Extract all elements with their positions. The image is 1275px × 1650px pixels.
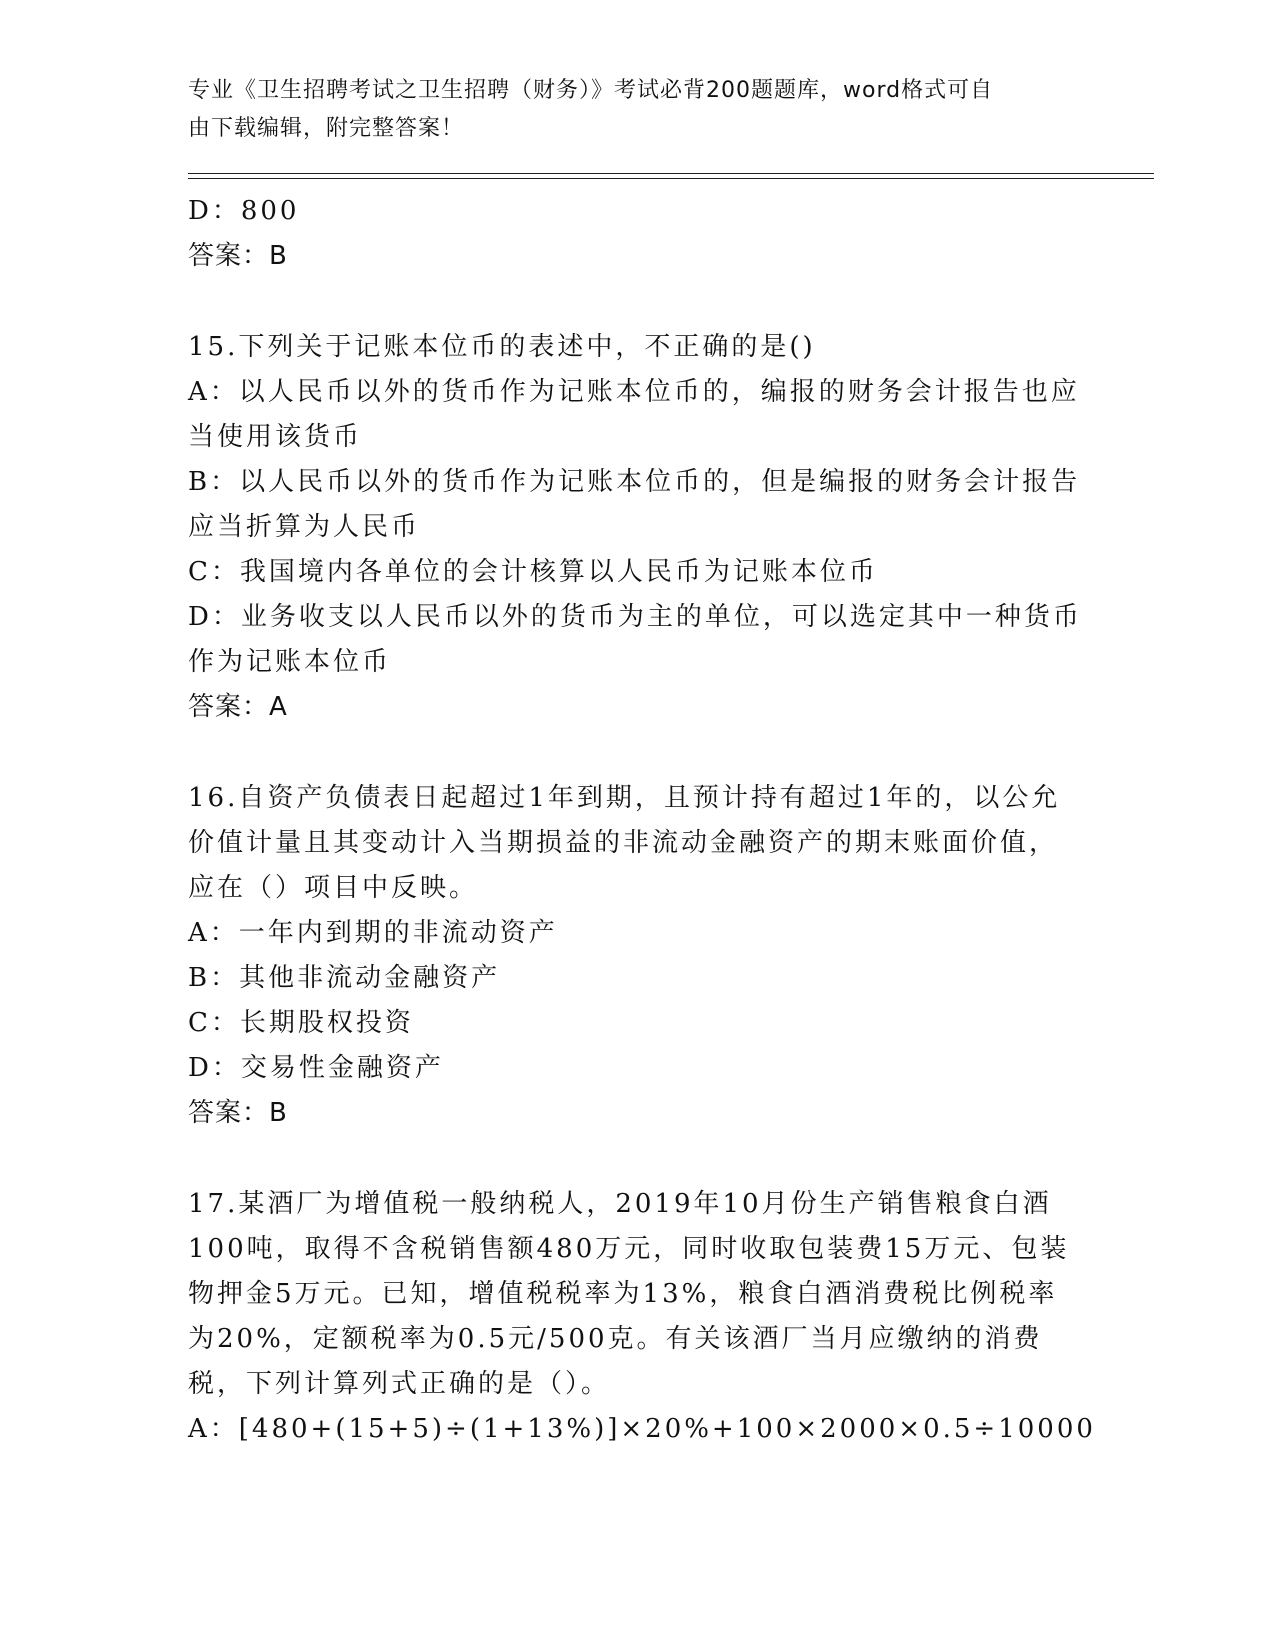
question-stem-cont: 物押金5万元。已知，增值税税率为13%，粮食白酒消费税比例税率 [188, 1279, 1058, 1309]
option-d: D：交易性金融资产 [188, 1053, 444, 1083]
answer-line: 答案：B [188, 241, 288, 271]
question-gap [188, 279, 1088, 325]
question-stem-cont: 应在（）项目中反映。 [188, 873, 479, 903]
header-line-1: 专业《卫生招聘考试之卫生招聘（财务）》考试必背200题题库，word格式可自 [188, 78, 994, 103]
question-stem-cont: 价值计量且其变动计入当期损益的非流动金融资产的期末账面价值， [188, 828, 1059, 858]
header-line-2: 由下载编辑，附完整答案！ [188, 116, 465, 141]
question-stem-cont: 为20%，定额税率为0.5元/500克。有关该酒厂当月应缴纳的消费 [188, 1324, 1043, 1354]
option-d: D：800 [188, 196, 300, 226]
question-stem-cont: 100吨，取得不含税销售额480万元，同时收取包装费15万元、包装 [188, 1234, 1070, 1264]
question-17 [188, 1182, 1096, 1452]
document-body [188, 189, 1096, 1452]
option-a: A：一年内到期的非流动资产 [188, 918, 558, 948]
previous-question-tail [188, 189, 1088, 279]
option-c: C：长期股权投资 [188, 1008, 414, 1038]
option-b: B：以人民币以外的货币作为记账本位币的，但是编报的财务会计报告 [188, 467, 1081, 497]
option-d: D：业务收支以人民币以外的货币为主的单位，可以选定其中一种货币 [188, 602, 1082, 632]
option-a: A：以人民币以外的货币作为记账本位币的，编报的财务会计报告也应 [188, 377, 1080, 407]
document-header [188, 72, 1068, 148]
question-stem: 15.下列关于记账本位币的表述中，不正确的是() [188, 332, 816, 362]
question-16 [188, 776, 1088, 1136]
option-d-cont: 作为记账本位币 [188, 647, 392, 677]
answer-line: 答案：B [188, 1098, 288, 1128]
option-a-cont: 当使用该货币 [188, 422, 363, 452]
question-stem-cont: 税，下列计算列式正确的是（）。 [188, 1369, 611, 1399]
question-gap [188, 730, 1088, 776]
question-15 [188, 325, 1088, 730]
answer-line: 答案：A [188, 692, 288, 722]
header-divider-top [188, 173, 1154, 174]
option-c: C：我国境内各单位的会计核算以人民币为记账本位币 [188, 557, 878, 587]
question-gap [188, 1136, 1088, 1182]
option-b: B：其他非流动金融资产 [188, 963, 501, 993]
option-a: A：[480+(15+5)÷(1+13%)]×20%+100×2000×0.5÷10000 [188, 1414, 1096, 1444]
option-b-cont: 应当折算为人民币 [188, 512, 421, 542]
question-stem: 16.自资产负债表日起超过1年到期，且预计持有超过1年的，以公允 [188, 783, 1061, 813]
question-stem: 17.某酒厂为增值税一般纳税人，2019年10月份生产销售粮食白酒 [188, 1189, 1052, 1219]
header-divider-bottom [188, 178, 1154, 179]
